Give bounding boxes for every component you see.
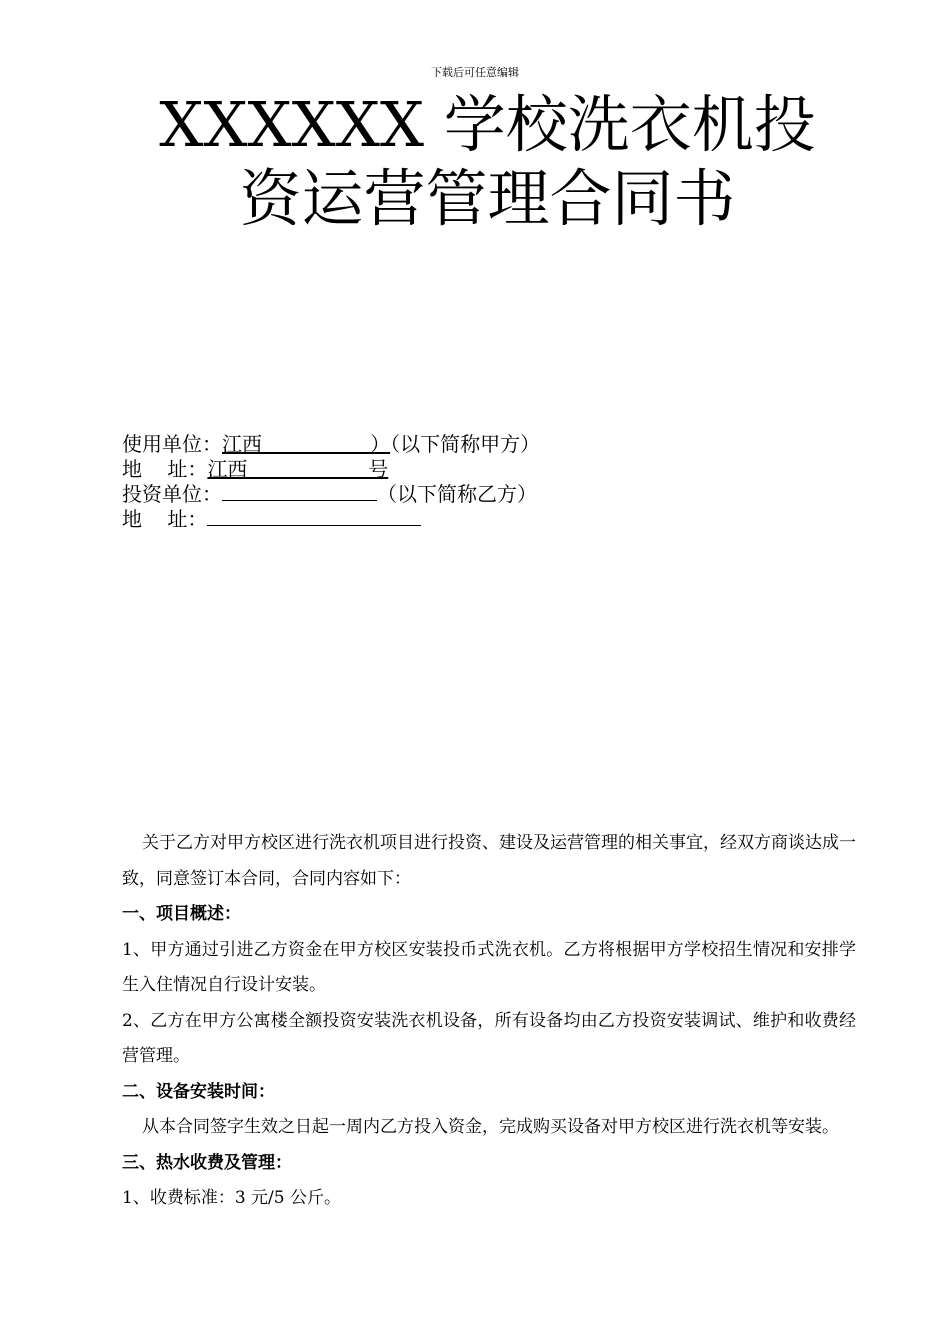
intro-paragraph: 关于乙方对甲方校区进行洗衣机项目进行投资、建设及运营管理的相关事宜，经双方商谈达成一致，同意签订本合同，合同内容如下： <box>122 833 856 889</box>
address-1-label: 地 址： <box>122 457 208 481</box>
investor-suffix: （以下简称乙方） <box>377 482 537 506</box>
investor-blank-line <box>222 482 377 501</box>
user-unit-value: 江西 ） <box>222 432 391 456</box>
title-line-1: XXXXXX 学校洗衣机投 <box>159 88 816 161</box>
section-heading-2: 二、设备安装时间： <box>122 1081 275 1102</box>
party-a-row <box>122 432 540 457</box>
address-2-blank-line <box>207 507 421 526</box>
party-b-row <box>122 482 540 507</box>
header-note: 下载后可任意编辑 <box>431 66 519 79</box>
section-heading-3: 三、热水收费及管理： <box>122 1152 292 1173</box>
parties-block <box>122 432 540 532</box>
party-a-address-row <box>122 457 540 482</box>
document-title <box>0 88 950 236</box>
address-2-label: 地 址： <box>122 507 208 531</box>
section-heading-1: 一、项目概述： <box>122 904 241 924</box>
address-1-value: 江西 号 <box>207 457 389 481</box>
title-line-2: 资运营管理合同书 <box>239 162 736 235</box>
party-b-address-row <box>122 507 540 532</box>
clause-2: 从本合同签字生效之日起一周内乙方投入资金，完成购买设备对甲方校区进行洗衣机等安装。 <box>142 1117 839 1137</box>
contract-body <box>122 826 856 1217</box>
investor-label: 投资单位： <box>122 482 222 506</box>
user-unit-suffix: （以下简称甲方） <box>390 432 541 456</box>
clause-3-1: 1、收费标准：3 元/5 公斤。 <box>122 1188 341 1208</box>
user-unit-label: 使用单位： <box>122 432 222 456</box>
clause-1-1: 1、甲方通过引进乙方资金在甲方校区安装投币式洗衣机。乙方将根据甲方学校招生情况和安排学生入住情况自行设计安装。 <box>122 939 856 995</box>
clause-1-2: 2、乙方在甲方公寓楼全额投资安装洗衣机设备，所有设备均由乙方投资安装调试、维护和收费经营管理。 <box>122 1010 856 1066</box>
